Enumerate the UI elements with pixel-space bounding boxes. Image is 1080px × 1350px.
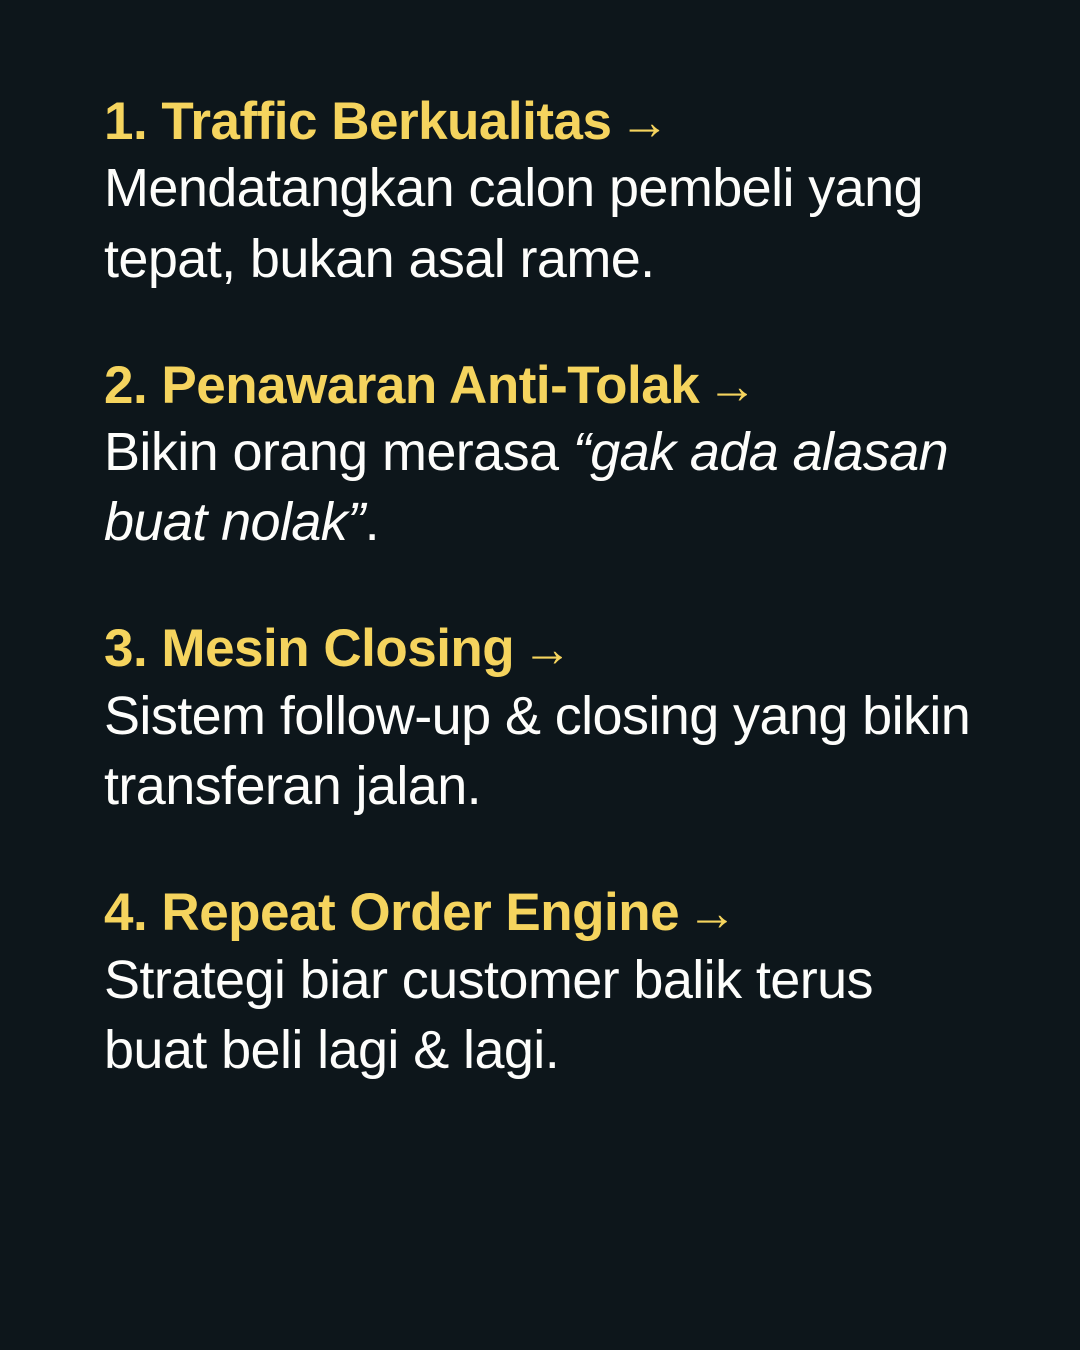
item-body <box>104 945 984 1085</box>
arrow-right-icon: → <box>522 621 572 678</box>
item-body-lead: Strategi biar customer balik terus buat beli lagi & lagi. <box>104 949 873 1080</box>
list-item <box>104 619 984 821</box>
item-body-quote: “gak ada alasan buat nolak” <box>104 422 949 553</box>
arrow-right-icon: → <box>687 885 737 942</box>
item-headline <box>104 619 984 678</box>
list-item <box>104 883 984 1085</box>
list-item <box>104 356 984 558</box>
item-headline-text: 3. Mesin Closing <box>104 619 515 679</box>
list-item <box>104 92 984 294</box>
arrow-right-icon: → <box>619 94 669 150</box>
item-headline <box>104 92 984 151</box>
arrow-right-icon: → <box>707 357 757 414</box>
item-headline <box>104 356 984 415</box>
item-headline-text: 4. Repeat Order Engine <box>104 883 680 943</box>
item-body-tail: . <box>364 492 379 553</box>
item-body-lead: Bikin orang merasa <box>104 422 573 483</box>
item-body <box>104 153 984 293</box>
item-body <box>104 417 984 557</box>
item-body-lead: Mendatangkan calon pembeli yang tepat, bukan asal rame. <box>104 158 923 289</box>
item-headline-text: 1. Traffic Berkualitas <box>104 92 612 151</box>
item-headline <box>104 883 984 942</box>
item-body-lead: Sistem follow-up & closing yang bikin transferan jalan. <box>104 685 971 817</box>
item-body <box>104 681 984 821</box>
item-headline-text: 2. Penawaran Anti-Tolak <box>104 355 700 415</box>
